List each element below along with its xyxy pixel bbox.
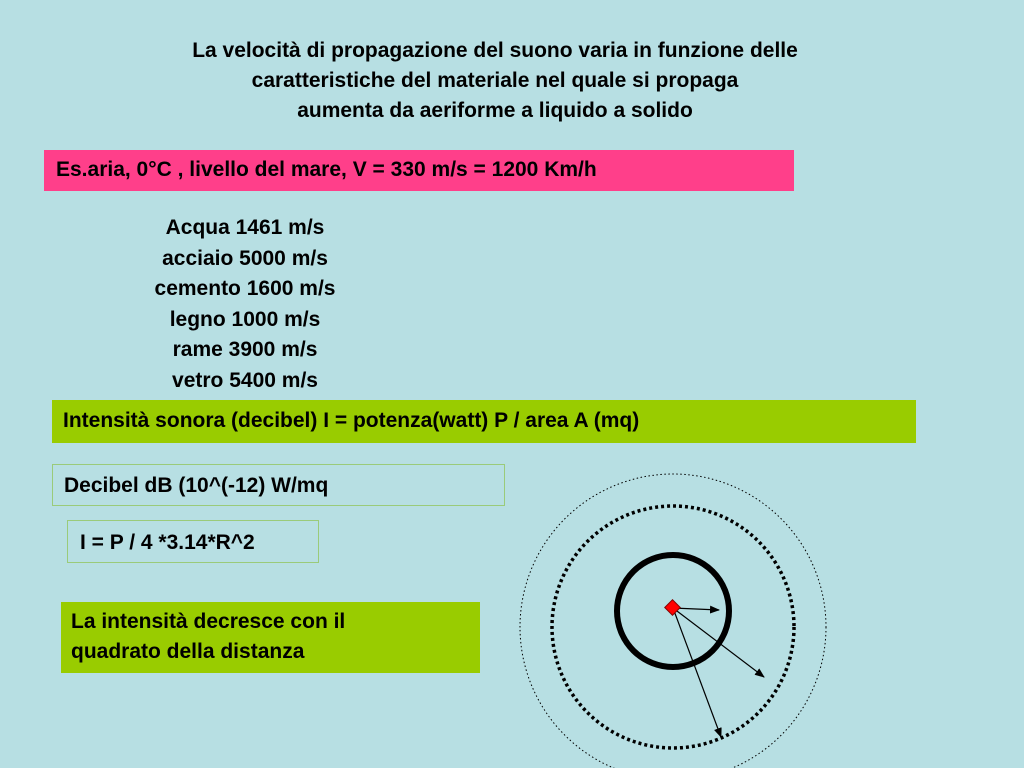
- outer-wavefront-circle: [520, 474, 826, 768]
- material-item: acciaio 5000 m/s: [162, 246, 328, 270]
- middle-wavefront-circle: [552, 506, 794, 748]
- radius-arrow-long: [673, 608, 721, 737]
- material-item: cemento 1600 m/s: [154, 277, 336, 300]
- air-speed-box: Es.aria, 0°C , livello del mare, V = 330 m/s = 1200 Km/h: [44, 150, 794, 191]
- decibel-box: Decibel dB (10^(-12) W/mq: [52, 464, 505, 506]
- title-line-3: aumenta da aeriforme a liquido a solido: [297, 99, 693, 122]
- material-item: vetro 5400 m/s: [172, 368, 318, 392]
- intensity-formula-box: I = P / 4 *3.14*R^2: [67, 520, 319, 563]
- sound-intensity-box: Intensità sonora (decibel) I = potenza(watt) P / area A (mq): [52, 400, 916, 443]
- decrease-line-1: La intensità decresce con il: [71, 610, 346, 633]
- material-item: rame 3900 m/s: [172, 338, 318, 361]
- title-line-1: La velocità di propagazione del suono varia in funzione delle: [192, 39, 798, 62]
- sound-source-marker: [665, 600, 681, 616]
- title-line-2: caratteristiche del materiale nel quale si propaga: [251, 69, 739, 92]
- material-item: Acqua 1461 m/s: [165, 216, 325, 239]
- decrease-line-2: quadrato della distanza: [71, 640, 305, 663]
- material-item: legno 1000 m/s: [169, 307, 321, 331]
